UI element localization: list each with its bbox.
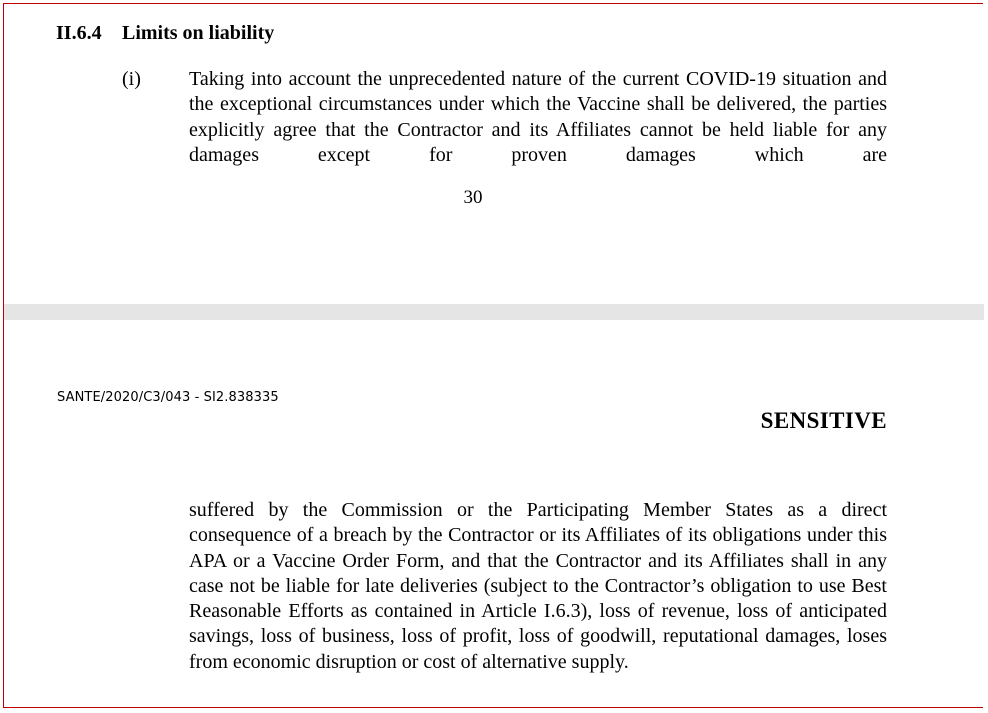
page-30 [4,4,984,304]
page-separator [4,304,984,320]
section-number: II.6.4 [56,22,102,44]
document-viewer [3,3,983,708]
section-heading [56,22,274,45]
page-31 [4,320,984,707]
classification-label: SENSITIVE [760,408,887,433]
page-number: 30 [463,187,483,208]
section-title: Limits on liability [122,22,275,44]
paragraph-part-1: Taking into account the unprecedented nature of the current COVID-19 situation and the exceptional circumstances under which the Vaccine shall be delivered, the parties explicitly agree that the Contractor and its Affiliates cannot be held liable for any damages except for proven damages which are [189,68,887,166]
item-marker: (i) [122,68,141,90]
document-reference: SANTE/2020/C3/043 - SI2.838335 [57,390,279,405]
paragraph-part-2: suffered by the Commission or the Participating Member States as a direct consequence of a breach by the Contractor or its Affiliates of its obligations under this APA or a Vaccine Order Form, and that the Contractor and its Affiliates shall in any case not be liable for late deliveries (subject to the Contractor’s obligation to use Best Reasonable Efforts as contained in Article I.6.3), loss of revenue, loss of anticipated savings, loss of business, loss of profit, loss of goodwill, reputational damages, loses from economic disruption or cost of alternative supply. [189,499,887,673]
